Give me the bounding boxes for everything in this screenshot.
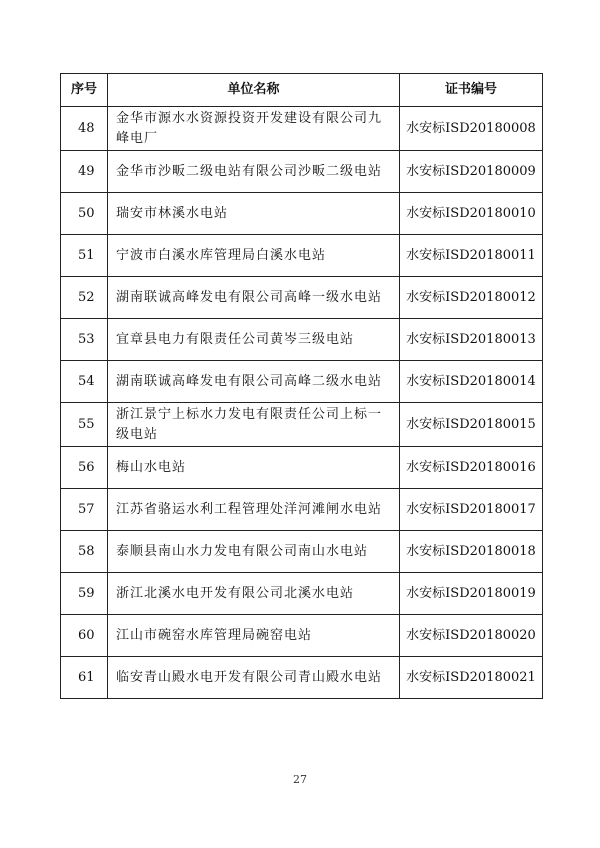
row-name: 梅山水电站: [108, 447, 400, 489]
table-row: [61, 657, 543, 699]
row-seq: 52: [61, 277, 108, 319]
row-cert: 水安标ⅠSD20180019: [400, 573, 543, 615]
row-seq: 60: [61, 615, 108, 657]
row-seq: 49: [61, 151, 108, 193]
row-cert: 水安标ⅠSD20180020: [400, 615, 543, 657]
row-name: 宜章县电力有限责任公司黄岑三级电站: [108, 319, 400, 361]
row-seq: 48: [61, 107, 108, 151]
row-cert: 水安标ⅠSD20180017: [400, 489, 543, 531]
table-row: [61, 361, 543, 403]
table-row: [61, 235, 543, 277]
header-seq: 序号: [61, 74, 108, 107]
table-row: [61, 403, 543, 447]
row-name: 宁波市白溪水库管理局白溪水电站: [108, 235, 400, 277]
row-seq: 59: [61, 573, 108, 615]
table-header-row: [61, 74, 543, 107]
row-name: 临安青山殿水电开发有限公司青山殿水电站: [108, 657, 400, 699]
row-name: 湖南联诚高峰发电有限公司高峰二级水电站: [108, 361, 400, 403]
row-seq: 61: [61, 657, 108, 699]
row-cert: 水安标ⅠSD20180008: [400, 107, 543, 151]
row-name: 湖南联诚高峰发电有限公司高峰一级水电站: [108, 277, 400, 319]
row-cert: 水安标ⅠSD20180012: [400, 277, 543, 319]
row-name: 金华市源水水资源投资开发建设有限公司九峰电厂: [108, 107, 400, 151]
header-cert: 证书编号: [400, 74, 543, 107]
row-cert: 水安标ⅠSD20180021: [400, 657, 543, 699]
certificate-table: [60, 73, 543, 699]
row-seq: 57: [61, 489, 108, 531]
table-row: [61, 107, 543, 151]
row-cert: 水安标ⅠSD20180010: [400, 193, 543, 235]
row-seq: 51: [61, 235, 108, 277]
row-cert: 水安标ⅠSD20180013: [400, 319, 543, 361]
table-row: [61, 151, 543, 193]
row-cert: 水安标ⅠSD20180018: [400, 531, 543, 573]
row-cert: 水安标ⅠSD20180011: [400, 235, 543, 277]
table-row: [61, 489, 543, 531]
row-seq: 56: [61, 447, 108, 489]
row-name: 瑞安市林溪水电站: [108, 193, 400, 235]
row-name: 江苏省骆运水利工程管理处洋河滩闸水电站: [108, 489, 400, 531]
row-cert: 水安标ⅠSD20180015: [400, 403, 543, 447]
page-number: 27: [293, 773, 307, 786]
row-name: 浙江北溪水电开发有限公司北溪水电站: [108, 573, 400, 615]
row-name: 江山市碗窑水库管理局碗窑电站: [108, 615, 400, 657]
table-row: [61, 447, 543, 489]
row-seq: 58: [61, 531, 108, 573]
row-name: 浙江景宁上标水力发电有限责任公司上标一级电站: [108, 403, 400, 447]
row-cert: 水安标ⅠSD20180009: [400, 151, 543, 193]
row-cert: 水安标ⅠSD20180014: [400, 361, 543, 403]
row-seq: 54: [61, 361, 108, 403]
table-row: [61, 531, 543, 573]
row-seq: 53: [61, 319, 108, 361]
table-row: [61, 573, 543, 615]
row-cert: 水安标ⅠSD20180016: [400, 447, 543, 489]
row-name: 金华市沙畈二级电站有限公司沙畈二级电站: [108, 151, 400, 193]
header-name: 单位名称: [108, 74, 400, 107]
table-row: [61, 193, 543, 235]
table-row: [61, 277, 543, 319]
table-row: [61, 615, 543, 657]
table-row: [61, 319, 543, 361]
row-seq: 55: [61, 403, 108, 447]
row-name: 泰顺县南山水力发电有限公司南山水电站: [108, 531, 400, 573]
row-seq: 50: [61, 193, 108, 235]
